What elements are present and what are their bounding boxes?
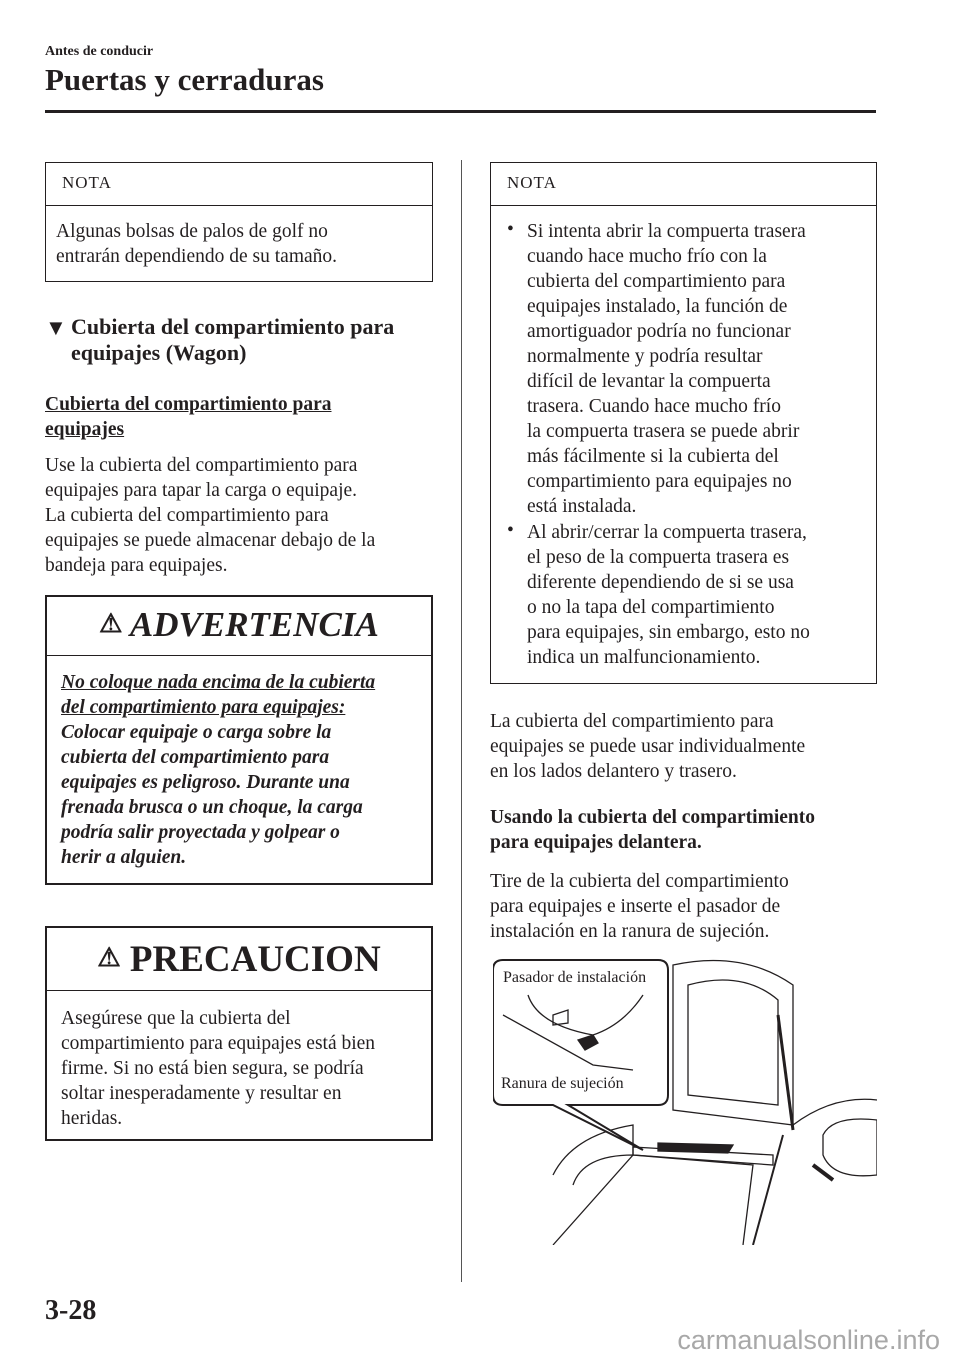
text-line: cubierta del compartimiento para bbox=[61, 747, 330, 768]
text-line: para equipajes e inserte el pasador de bbox=[490, 896, 781, 917]
text-line: La cubierta del compartimiento para bbox=[45, 505, 329, 526]
text-line: equipajes se puede usar individualmente bbox=[490, 736, 806, 757]
text-line: firme. Si no está bien segura, se podría bbox=[61, 1058, 364, 1079]
text-line: equipajes (Wagon) bbox=[71, 340, 247, 365]
warning-triangle-icon: ⚠ bbox=[99, 609, 123, 638]
figure-label-pin: Pasador de instalación bbox=[503, 969, 647, 986]
watermark: carmanualsonline.info bbox=[677, 1325, 940, 1355]
text-line: o no la tapa del compartimiento bbox=[527, 597, 775, 618]
warning-text bbox=[61, 720, 363, 870]
liftgate-illustration bbox=[493, 955, 877, 1245]
text-line: Asegúrese que la cubierta del bbox=[61, 1008, 291, 1029]
text-line: Cubierta del compartimiento para bbox=[71, 314, 395, 339]
text-line: Usando la cubierta del compartimiento bbox=[490, 807, 815, 828]
caution-box bbox=[45, 926, 433, 1141]
section-label: Antes de conducir bbox=[45, 44, 154, 59]
header-rule bbox=[45, 110, 876, 113]
text-line: más fácilmente si la cubierta del bbox=[527, 446, 779, 467]
text-line: equipajes se puede almacenar debajo de la bbox=[45, 530, 376, 551]
text-line: Si intenta abrir la compuerta trasera bbox=[527, 221, 806, 242]
text-line: Tire de la cubierta del compartimiento bbox=[490, 871, 789, 892]
bullet-icon: • bbox=[507, 520, 514, 541]
text-line: Colocar equipaje o carga sobre la bbox=[61, 722, 332, 743]
text-line: para equipajes, sin embargo, esto no bbox=[527, 622, 810, 643]
text-line: entrarán dependiendo de su tamaño. bbox=[56, 246, 338, 267]
note-label: NOTA bbox=[62, 173, 112, 192]
text-line: diferente dependiendo de si se usa bbox=[527, 572, 794, 593]
caution-title: PRECAUCION bbox=[129, 939, 381, 980]
page-number: 3-28 bbox=[45, 1295, 97, 1326]
text-line: compartimiento para equipajes está bien bbox=[61, 1033, 376, 1054]
text-line: para equipajes delantera. bbox=[490, 832, 702, 853]
text-line: podría salir proyectada y golpear o bbox=[61, 822, 340, 843]
text-line: La cubierta del compartimiento para bbox=[490, 711, 774, 732]
bold-heading bbox=[490, 805, 815, 855]
paragraph bbox=[490, 869, 789, 944]
column-divider bbox=[461, 160, 462, 1282]
note-bullet-1 bbox=[527, 219, 806, 519]
text-line: cubierta del compartimiento para bbox=[527, 271, 786, 292]
text-line: equipajes bbox=[45, 419, 125, 440]
note-text bbox=[56, 219, 337, 269]
text-line: herir a alguien. bbox=[61, 847, 187, 868]
text-line: cuando hace mucho frío con la bbox=[527, 246, 767, 267]
text-line: trasera. Cuando hace mucho frío bbox=[527, 396, 781, 417]
text-line: está instalada. bbox=[527, 496, 637, 517]
text-line: equipajes para tapar la carga o equipaje. bbox=[45, 480, 358, 501]
text-line: el peso de la compuerta trasera es bbox=[527, 547, 790, 568]
text-line: la compuerta trasera se puede abrir bbox=[527, 421, 800, 442]
note-box-left bbox=[45, 162, 433, 282]
text-line: equipajes es peligroso. Durante una bbox=[61, 772, 350, 793]
warning-triangle-icon: ⚠ bbox=[97, 943, 121, 972]
text-line: en los lados delantero y trasero. bbox=[490, 761, 737, 782]
page-title: Puertas y cerraduras bbox=[45, 62, 324, 97]
text-line: compartimiento para equipajes no bbox=[527, 471, 792, 492]
subheading bbox=[45, 392, 332, 442]
warning-title: ADVERTENCIA bbox=[129, 605, 379, 644]
text-line: equipajes instalado, la función de bbox=[527, 296, 788, 317]
text-line: bandeja para equipajes. bbox=[45, 555, 228, 576]
text-line: heridas. bbox=[61, 1108, 123, 1129]
bullet-icon: • bbox=[507, 219, 514, 240]
text-line: soltar inesperadamente y resultar en bbox=[61, 1083, 342, 1104]
text-line: Al abrir/cerrar la compuerta trasera, bbox=[527, 522, 807, 543]
text-line: Use la cubierta del compartimiento para bbox=[45, 455, 358, 476]
caution-text bbox=[61, 1006, 375, 1131]
warning-box bbox=[45, 595, 433, 885]
note-label: NOTA bbox=[507, 173, 557, 192]
note-box-right bbox=[490, 162, 877, 684]
text-line: amortiguador podría no funcionar bbox=[527, 321, 791, 342]
text-line: instalación en la ranura de sujeción. bbox=[490, 921, 770, 942]
text-line: indica un malfuncionamiento. bbox=[527, 647, 761, 668]
text-line: difícil de levantar la compuerta bbox=[527, 371, 771, 392]
section-heading bbox=[71, 314, 394, 366]
paragraph bbox=[45, 453, 375, 578]
text-line: Algunas bolsas de palos de golf no bbox=[56, 221, 328, 242]
figure-label-slot: Ranura de sujeción bbox=[501, 1075, 624, 1092]
warning-underlined bbox=[61, 670, 375, 720]
triangle-bullet-icon: ▼ bbox=[45, 315, 67, 340]
text-line: normalmente y podría resultar bbox=[527, 346, 763, 367]
text-line: del compartimiento para equipajes: bbox=[61, 697, 346, 718]
text-line: Cubierta del compartimiento para bbox=[45, 394, 332, 415]
paragraph bbox=[490, 709, 805, 784]
text-line: frenada brusca o un choque, la carga bbox=[61, 797, 363, 818]
text-line: No coloque nada encima de la cubierta bbox=[61, 672, 376, 693]
note-bullet-2 bbox=[527, 520, 810, 670]
